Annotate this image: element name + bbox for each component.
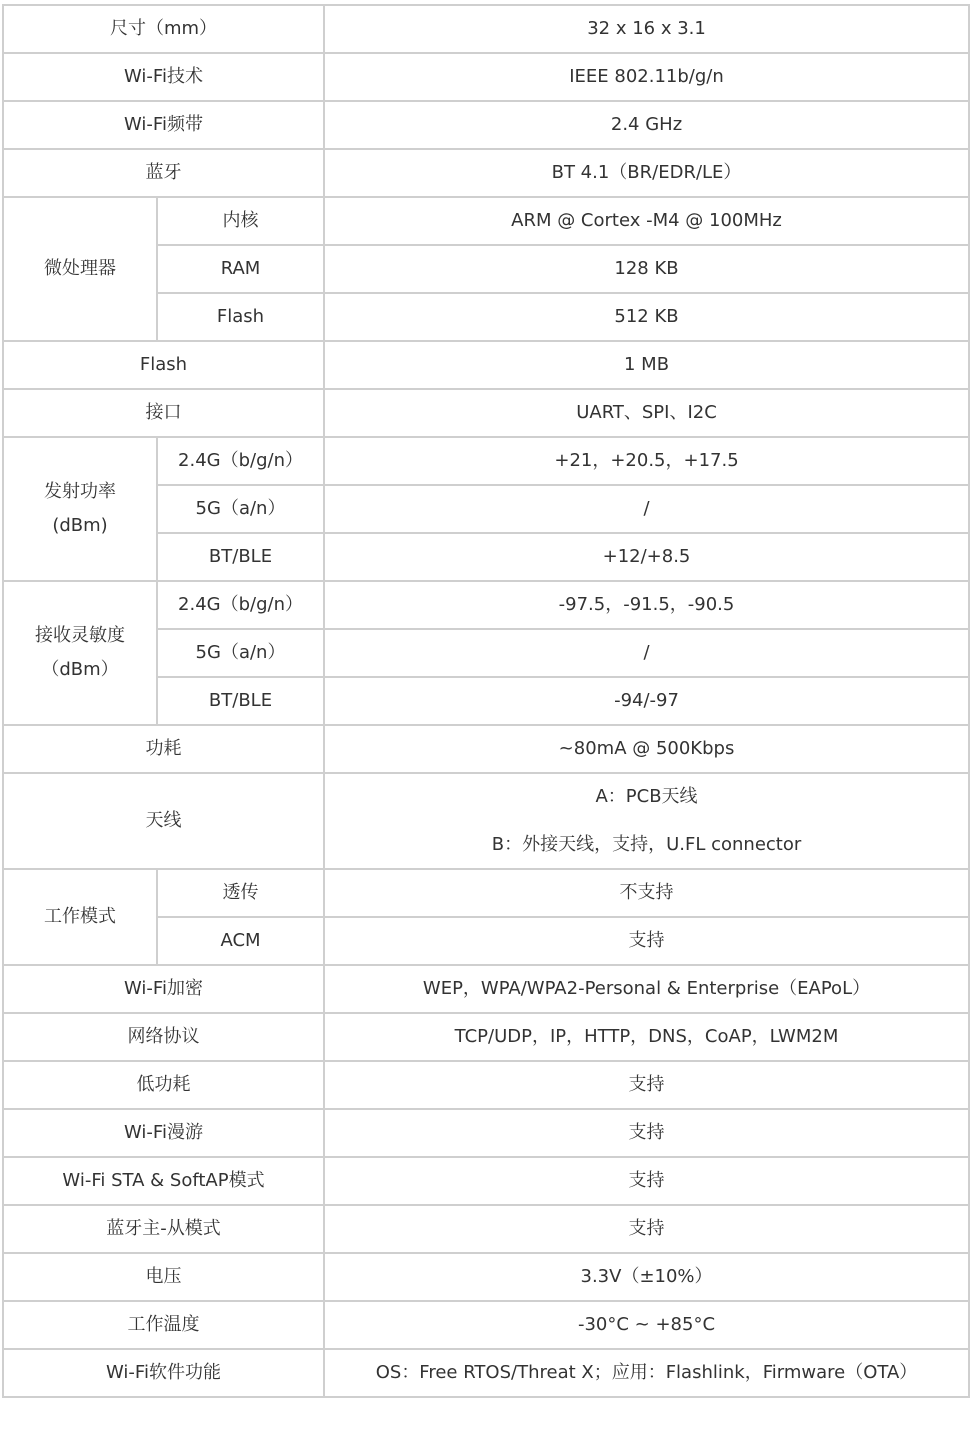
table-row	[3, 1349, 969, 1397]
row-value: 支持	[324, 1157, 969, 1205]
table-row	[3, 869, 969, 917]
row-value: UART、SPI、I2C	[324, 389, 969, 437]
row-value: 支持	[324, 1109, 969, 1157]
row-label: 工作温度	[3, 1301, 324, 1349]
row-value: BT 4.1（BR/EDR/LE）	[324, 149, 969, 197]
sub-label: ACM	[157, 917, 324, 965]
row-value: 512 KB	[324, 293, 969, 341]
row-label: Wi-Fi STA & SoftAP模式	[3, 1157, 324, 1205]
table-row	[3, 5, 969, 53]
row-value: OS：Free RTOS/Threat X；应用：Flashlink，Firmware（OTA）	[324, 1349, 969, 1397]
group-label-line: 接收灵敏度	[35, 625, 125, 646]
row-value: 不支持	[324, 869, 969, 917]
value-line: A：PCB天线	[595, 786, 698, 807]
table-row	[3, 1301, 969, 1349]
table-row	[3, 725, 969, 773]
group-label: 工作模式	[3, 869, 157, 965]
row-label: 功耗	[3, 725, 324, 773]
table-row	[3, 1013, 969, 1061]
sub-label: Flash	[157, 293, 324, 341]
row-value: 128 KB	[324, 245, 969, 293]
table-row	[3, 1109, 969, 1157]
row-label: Flash	[3, 341, 324, 389]
table-row	[3, 197, 969, 245]
row-value: -97.5，-91.5，-90.5	[324, 581, 969, 629]
group-label-line: (dBm)	[52, 515, 108, 536]
row-label: 蓝牙主-从模式	[3, 1205, 324, 1253]
row-value	[324, 773, 969, 869]
sub-label: 透传	[157, 869, 324, 917]
sub-label: BT/BLE	[157, 677, 324, 725]
row-label: 蓝牙	[3, 149, 324, 197]
table-row	[3, 1205, 969, 1253]
table-row	[3, 389, 969, 437]
group-label-line: 发射功率	[44, 481, 116, 502]
table-row	[3, 1061, 969, 1109]
row-value: ~80mA @ 500Kbps	[324, 725, 969, 773]
row-label: Wi-Fi软件功能	[3, 1349, 324, 1397]
table-row	[3, 149, 969, 197]
row-value: /	[324, 485, 969, 533]
row-label: Wi-Fi漫游	[3, 1109, 324, 1157]
row-value: -30°C ~ +85°C	[324, 1301, 969, 1349]
row-label: 网络协议	[3, 1013, 324, 1061]
sub-label: BT/BLE	[157, 533, 324, 581]
sub-label: 5G（a/n）	[157, 485, 324, 533]
sub-label: 5G（a/n）	[157, 629, 324, 677]
sub-label: 内核	[157, 197, 324, 245]
row-label: 尺寸（mm）	[3, 5, 324, 53]
sub-label: 2.4G（b/g/n）	[157, 581, 324, 629]
table-row	[3, 773, 969, 869]
row-value: TCP/UDP，IP，HTTP，DNS，CoAP，LWM2M	[324, 1013, 969, 1061]
row-value: 支持	[324, 917, 969, 965]
group-label: 微处理器	[3, 197, 157, 341]
row-label: Wi-Fi加密	[3, 965, 324, 1013]
table-row	[3, 101, 969, 149]
group-label	[3, 437, 157, 581]
row-value: ARM @ Cortex -M4 @ 100MHz	[324, 197, 969, 245]
row-value: +12/+8.5	[324, 533, 969, 581]
table-row	[3, 53, 969, 101]
row-value: 支持	[324, 1061, 969, 1109]
row-value: 支持	[324, 1205, 969, 1253]
row-label: 接口	[3, 389, 324, 437]
row-value: +21，+20.5，+17.5	[324, 437, 969, 485]
row-value: -94/-97	[324, 677, 969, 725]
row-value: 32 x 16 x 3.1	[324, 5, 969, 53]
row-value: 1 MB	[324, 341, 969, 389]
spec-table	[2, 4, 970, 1398]
table-row	[3, 1157, 969, 1205]
value-line: B：外接天线，支持，U.FL connector	[491, 834, 802, 855]
row-value: IEEE 802.11b/g/n	[324, 53, 969, 101]
sub-label: 2.4G（b/g/n）	[157, 437, 324, 485]
row-value: WEP，WPA/WPA2-Personal & Enterprise（EAPoL）	[324, 965, 969, 1013]
table-row	[3, 341, 969, 389]
row-value: 3.3V（±10%）	[324, 1253, 969, 1301]
table-row	[3, 965, 969, 1013]
sub-label: RAM	[157, 245, 324, 293]
group-label-line: （dBm）	[41, 659, 119, 680]
group-label	[3, 581, 157, 725]
row-label: 电压	[3, 1253, 324, 1301]
table-row	[3, 1253, 969, 1301]
row-label: 低功耗	[3, 1061, 324, 1109]
row-label: Wi-Fi频带	[3, 101, 324, 149]
row-value: 2.4 GHz	[324, 101, 969, 149]
row-value: /	[324, 629, 969, 677]
table-row	[3, 437, 969, 485]
row-label: 天线	[3, 773, 324, 869]
table-row	[3, 581, 969, 629]
row-label: Wi-Fi技术	[3, 53, 324, 101]
